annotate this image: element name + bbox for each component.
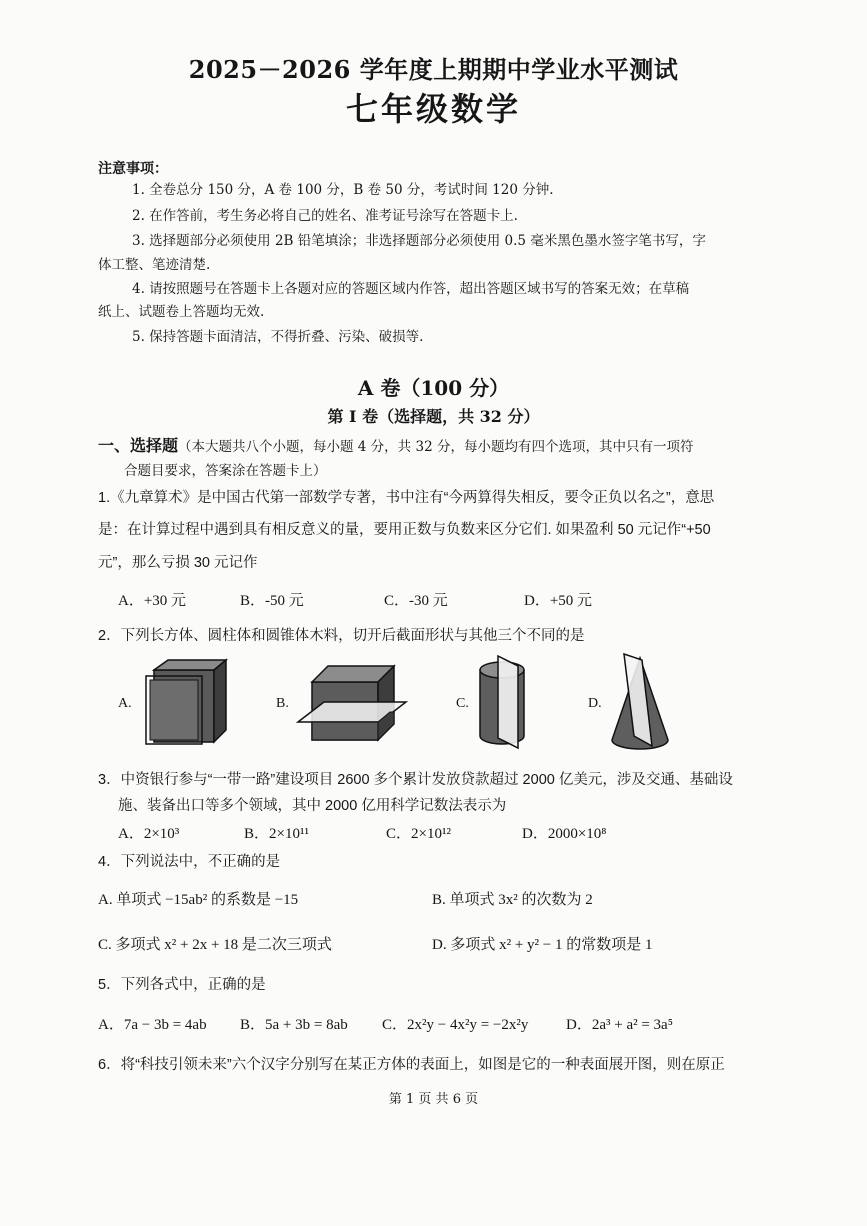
q5-stem: 5．下列各式中，正确的是 bbox=[98, 977, 266, 993]
q5-option-d: D．2a³ + a² = 3a⁵ bbox=[566, 1017, 673, 1033]
q1-option-b: B．-50 元 bbox=[240, 593, 304, 609]
q5-option-b: B．5a + 3b = 8ab bbox=[240, 1017, 348, 1033]
notes-heading: 注意事项： bbox=[98, 161, 168, 177]
q1-option-a: A．+30 元 bbox=[118, 593, 187, 609]
q2-stem: 2．下列长方体、圆柱体和圆锥体木料，切开后截面形状与其他三个不同的是 bbox=[98, 628, 585, 644]
q3-option-b: B．2×10¹¹ bbox=[244, 826, 309, 842]
cone-vertical-cut-figure bbox=[606, 650, 676, 756]
note-item: 体工整、笔迹清楚. bbox=[98, 257, 211, 273]
choice-heading-note: （本大题共八个小题，每小题 4 分，共 32 分，每小题均有四个选项，其中只有一项符 bbox=[178, 439, 694, 455]
page-number: 第 1 页 共 6 页 bbox=[388, 1092, 479, 1107]
q3-stem: 3．中资银行参与“一带一路”建设项目 2600 多个累计发放贷款超过 2000 亿美元，涉及交通、基础设 bbox=[98, 772, 733, 788]
q1-option-c: C．-30 元 bbox=[384, 593, 448, 609]
choice-heading-note-cont: 合题目要求，答案涂在答题卡上） bbox=[124, 463, 327, 479]
q4-option-d: D. 多项式 x² + y² − 1 的常数项是 1 bbox=[432, 937, 653, 953]
exam-title: 2025－2026 学年度上期期中学业水平测试 bbox=[188, 55, 679, 84]
q2-label-a: A. bbox=[118, 696, 132, 711]
q4-option-b: B. 单项式 3x² 的次数为 2 bbox=[432, 892, 593, 908]
cube-vertical-cut-figure bbox=[140, 656, 230, 748]
q3-option-a: A．2×10³ bbox=[118, 826, 180, 842]
q2-label-b: B. bbox=[276, 696, 289, 711]
cube-horizontal-cut-figure bbox=[296, 660, 408, 748]
note-item: 4. 请按照题号在答题卡上各题对应的答题区域内作答，超出答题区域书写的答案无效；在草稿 bbox=[132, 281, 690, 297]
note-item: 1. 全卷总分 150 分，A 卷 100 分，B 卷 50 分，考试时间 120 分钟. bbox=[132, 182, 554, 198]
section-a-title: A 卷（100 分） bbox=[357, 376, 510, 400]
q4-option-c: C. 多项式 x² + 2x + 18 是二次三项式 bbox=[98, 937, 332, 953]
exam-subject: 七年级数学 bbox=[345, 90, 521, 128]
q5-option-a: A．7a − 3b = 4ab bbox=[98, 1017, 207, 1033]
note-item: 3. 选择题部分必须使用 2B 铅笔填涂；非选择题部分必须使用 0.5 毫米黑色墨水签字笔书写，字 bbox=[132, 233, 706, 249]
q1-option-d: D．+50 元 bbox=[524, 593, 593, 609]
note-item: 纸上、试题卷上答题均无效. bbox=[98, 304, 265, 320]
choice-section-heading bbox=[98, 433, 693, 456]
q3-stem: 施、装备出口等多个领域，其中 2000 亿用科学记数法表示为 bbox=[118, 798, 507, 814]
q2-label-d: D. bbox=[588, 696, 602, 711]
choice-heading-label: 一、选择题 bbox=[98, 436, 179, 455]
q3-option-d: D．2000×10⁸ bbox=[522, 826, 607, 842]
q5-option-c: C．2x²y − 4x²y = −2x²y bbox=[382, 1017, 529, 1033]
q4-stem: 4．下列说法中，不正确的是 bbox=[98, 854, 281, 870]
q6-stem: 6．将“科技引领未来”六个汉字分别写在某正方体的表面上，如图是它的一种表面展开图，则在原正 bbox=[98, 1057, 725, 1073]
q3-option-c: C．2×10¹² bbox=[386, 826, 451, 842]
note-item: 5. 保持答题卡面清洁，不得折叠、污染、破损等. bbox=[132, 329, 424, 345]
cylinder-vertical-cut-figure bbox=[472, 652, 542, 752]
q2-label-c: C. bbox=[456, 696, 469, 711]
q1-stem: 是：在计算过程中遇到具有相反意义的量，要用正数与负数来区分它们. 如果盈利 50 元记作“+50 bbox=[98, 522, 711, 538]
q4-option-a: A. 单项式 −15ab² 的系数是 −15 bbox=[98, 892, 299, 908]
part1-title: 第 I 卷（选择题，共 32 分） bbox=[327, 407, 540, 426]
q1-stem: 1.《九章算术》是中国古代第一部数学专著，书中注有“今两算得失相反，要令正负以名之”，意思 bbox=[98, 490, 715, 506]
note-item: 2. 在作答前，考生务必将自己的姓名、准考证号涂写在答题卡上. bbox=[132, 208, 518, 224]
q1-stem: 元”，那么亏损 30 元记作 bbox=[98, 555, 258, 571]
